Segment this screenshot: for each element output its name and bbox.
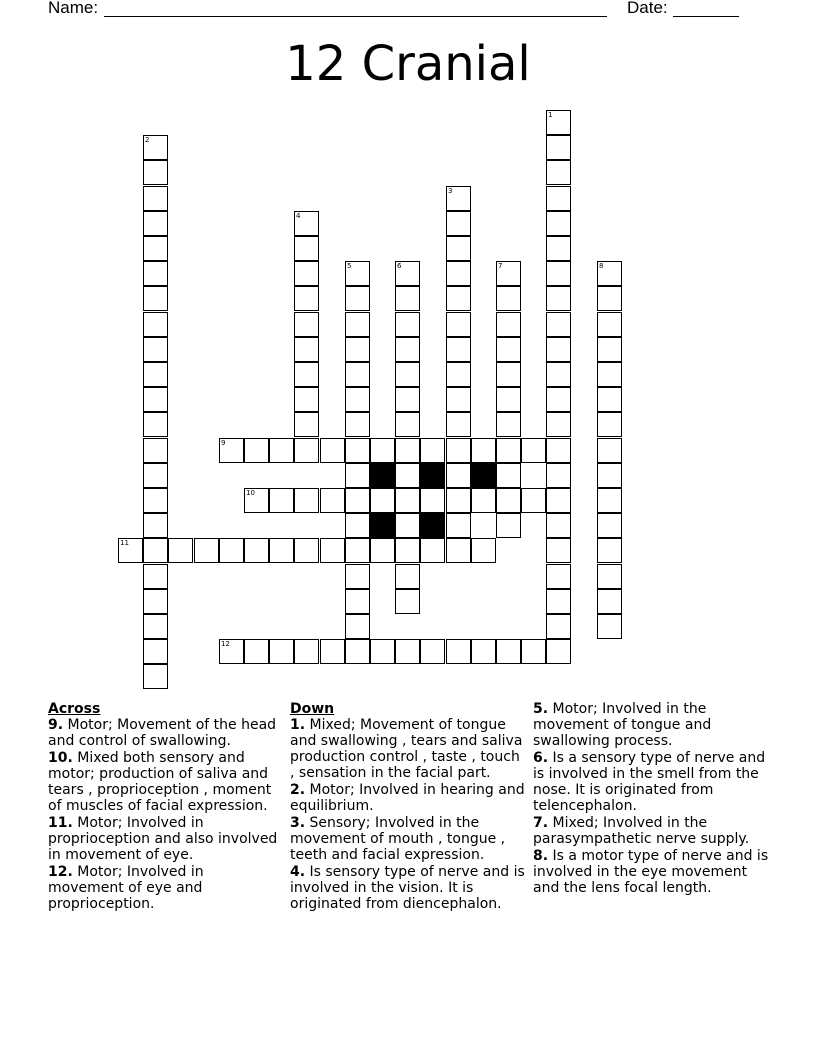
cell-number: 7 (498, 262, 503, 270)
crossword-cell[interactable] (244, 538, 269, 563)
crossword-cell[interactable] (294, 538, 319, 563)
clue-text: Is a motor type of nerve and is involved in the eye movement and the lens focal length. (533, 848, 769, 896)
crossword-cell[interactable] (546, 564, 571, 589)
crossword-cell[interactable] (244, 488, 269, 513)
clue-number: 8. (533, 848, 549, 864)
crossword-cell[interactable] (395, 538, 420, 563)
crossword-cell[interactable] (143, 488, 168, 513)
crossword-cell[interactable] (597, 261, 622, 286)
crossword-cell[interactable] (294, 211, 319, 236)
crossword-cell[interactable] (143, 312, 168, 337)
crossword-cell[interactable] (420, 488, 445, 513)
cell-number: 4 (296, 212, 301, 220)
clue-item (48, 815, 283, 863)
crossword-cell[interactable] (546, 362, 571, 387)
cell-number: 9 (221, 439, 226, 447)
crossword-cell[interactable] (168, 538, 193, 563)
crossword-cell[interactable] (446, 312, 471, 337)
crossword-cell[interactable] (370, 639, 395, 664)
crossword-cell[interactable] (597, 488, 622, 513)
crossword-cell[interactable] (496, 362, 521, 387)
crossword-cell[interactable] (395, 286, 420, 311)
crossword-cell[interactable] (395, 513, 420, 538)
crossword-cell[interactable] (320, 488, 345, 513)
cell-number: 3 (448, 187, 453, 195)
crossword-cell[interactable] (496, 513, 521, 538)
crossword-cell[interactable] (496, 488, 521, 513)
clue-item (290, 864, 525, 912)
crossword-cell[interactable] (345, 412, 370, 437)
crossword-cell[interactable] (546, 135, 571, 160)
crossword-cell[interactable] (597, 387, 622, 412)
clue-item (533, 848, 773, 896)
crossword-cell[interactable] (446, 488, 471, 513)
crossword-cell[interactable] (521, 639, 546, 664)
crossword-cell[interactable] (446, 236, 471, 261)
clue-number: 9. (48, 717, 64, 733)
cell-number: 12 (221, 640, 230, 648)
crossword-cell[interactable] (269, 438, 294, 463)
crossword-cell[interactable] (446, 211, 471, 236)
crossword-cell[interactable] (143, 513, 168, 538)
crossword-cell[interactable] (194, 538, 219, 563)
crossword-cell[interactable] (143, 463, 168, 488)
crossword-cell[interactable] (370, 488, 395, 513)
crossword-cell[interactable] (496, 261, 521, 286)
crossword-cell[interactable] (597, 412, 622, 437)
crossword-cell[interactable] (546, 438, 571, 463)
crossword-cell[interactable] (546, 639, 571, 664)
crossword-cell[interactable] (471, 538, 496, 563)
crossword-cell[interactable] (597, 589, 622, 614)
across-clues (48, 701, 283, 913)
blocked-cell (370, 463, 395, 488)
crossword-cell[interactable] (143, 664, 168, 689)
crossword-cell[interactable] (294, 438, 319, 463)
crossword-cell[interactable] (294, 387, 319, 412)
crossword-cell[interactable] (345, 387, 370, 412)
clue-item (533, 815, 773, 847)
date-label: Date: (627, 0, 668, 17)
crossword-cell[interactable] (471, 639, 496, 664)
crossword-cell[interactable] (446, 387, 471, 412)
crossword-cell[interactable] (546, 488, 571, 513)
crossword-cell[interactable] (496, 412, 521, 437)
crossword-cell[interactable] (420, 639, 445, 664)
crossword-cell[interactable] (269, 488, 294, 513)
crossword-cell[interactable] (446, 438, 471, 463)
crossword-cell[interactable] (269, 538, 294, 563)
clue-item (290, 782, 525, 814)
cell-number: 11 (120, 539, 129, 547)
blocked-cell (471, 463, 496, 488)
across-clue-list (48, 717, 283, 912)
clue-text: Mixed; Movement of tongue and swallowing , tears and saliva production control , taste , touch , sensation in the facial part. (290, 717, 523, 781)
crossword-cell[interactable] (345, 614, 370, 639)
crossword-cell[interactable] (294, 362, 319, 387)
crossword-cell[interactable] (370, 438, 395, 463)
crossword-cell[interactable] (395, 312, 420, 337)
crossword-cell[interactable] (143, 211, 168, 236)
clue-text: Is sensory type of nerve and is involved in the vision. It is originated from diencephalon. (290, 864, 525, 912)
crossword-cell[interactable] (496, 337, 521, 362)
cell-number: 6 (397, 262, 402, 270)
page-title: 12 Cranial (285, 36, 531, 92)
blocked-cell (420, 463, 445, 488)
crossword-cell[interactable] (395, 362, 420, 387)
crossword-cell[interactable] (546, 286, 571, 311)
crossword-cell[interactable] (345, 337, 370, 362)
crossword-cell[interactable] (143, 412, 168, 437)
crossword-cell[interactable] (143, 160, 168, 185)
crossword-cell[interactable] (446, 362, 471, 387)
crossword-cell[interactable] (143, 135, 168, 160)
crossword-cell[interactable] (496, 387, 521, 412)
crossword-cell[interactable] (143, 614, 168, 639)
crossword-cell[interactable] (496, 639, 521, 664)
crossword-cell[interactable] (143, 639, 168, 664)
clue-text: Motor; Involved in hearing and equilibrium. (290, 782, 525, 814)
clue-number: 10. (48, 750, 73, 766)
crossword-cell[interactable] (320, 438, 345, 463)
crossword-cell[interactable] (143, 261, 168, 286)
clue-number: 6. (533, 750, 549, 766)
crossword-cell[interactable] (496, 286, 521, 311)
clue-number: 2. (290, 782, 306, 798)
down-heading: Down (290, 701, 335, 717)
crossword-cell[interactable] (496, 463, 521, 488)
crossword-cell[interactable] (345, 261, 370, 286)
crossword-cell[interactable] (143, 589, 168, 614)
clue-item (290, 815, 525, 863)
crossword-cell[interactable] (320, 639, 345, 664)
crossword-cell[interactable] (294, 412, 319, 437)
crossword-cell[interactable] (345, 312, 370, 337)
down-clue-list-continued (533, 701, 773, 896)
crossword-cell[interactable] (370, 538, 395, 563)
crossword-cell[interactable] (395, 261, 420, 286)
crossword-cell[interactable] (496, 312, 521, 337)
crossword-cell[interactable] (546, 538, 571, 563)
crossword-cell[interactable] (446, 538, 471, 563)
crossword-cell[interactable] (294, 639, 319, 664)
crossword-cell[interactable] (446, 412, 471, 437)
crossword-cell[interactable] (420, 538, 445, 563)
crossword-cell[interactable] (395, 438, 420, 463)
crossword-cell[interactable] (446, 639, 471, 664)
crossword-cell[interactable] (597, 337, 622, 362)
crossword-cell[interactable] (345, 564, 370, 589)
crossword-cell[interactable] (294, 337, 319, 362)
crossword-cell[interactable] (395, 337, 420, 362)
crossword-cell[interactable] (546, 186, 571, 211)
cell-number: 2 (145, 136, 150, 144)
clue-text: Mixed; Involved in the parasympathetic nerve supply. (533, 815, 750, 847)
crossword-cell[interactable] (546, 513, 571, 538)
clue-item (48, 717, 283, 749)
clue-text: Motor; Involved in the movement of tongue and swallowing process. (533, 701, 712, 749)
clue-item (533, 701, 773, 749)
clue-number: 12. (48, 864, 73, 880)
crossword-cell[interactable] (546, 614, 571, 639)
crossword-cell[interactable] (597, 438, 622, 463)
clue-number: 3. (290, 815, 306, 831)
crossword-cell[interactable] (143, 286, 168, 311)
crossword-cell[interactable] (521, 438, 546, 463)
crossword-cell[interactable] (597, 312, 622, 337)
crossword-cell[interactable] (395, 488, 420, 513)
crossword-cell[interactable] (294, 261, 319, 286)
blocked-cell (370, 513, 395, 538)
crossword-cell[interactable] (118, 538, 143, 563)
clue-number: 11. (48, 815, 73, 831)
clue-item (48, 750, 283, 814)
crossword-cell[interactable] (546, 261, 571, 286)
cell-number: 5 (347, 262, 352, 270)
crossword-cell[interactable] (597, 286, 622, 311)
crossword-cell[interactable] (446, 286, 471, 311)
clue-number: 1. (290, 717, 306, 733)
crossword-cell[interactable] (395, 639, 420, 664)
clue-text: Motor; Involved in proprioception and also involved in movement of eye. (48, 815, 278, 863)
crossword-cell[interactable] (294, 312, 319, 337)
crossword-cell[interactable] (521, 488, 546, 513)
crossword-cell[interactable] (546, 312, 571, 337)
crossword-cell[interactable] (345, 538, 370, 563)
crossword-cell[interactable] (420, 438, 445, 463)
crossword-cell[interactable] (143, 538, 168, 563)
crossword-cell[interactable] (546, 236, 571, 261)
crossword-cell[interactable] (320, 538, 345, 563)
crossword-cell[interactable] (143, 362, 168, 387)
crossword-cell[interactable] (219, 438, 244, 463)
clue-text: Motor; Movement of the head and control of swallowing. (48, 717, 277, 749)
crossword-cell[interactable] (345, 488, 370, 513)
clue-number: 5. (533, 701, 549, 717)
crossword-cell[interactable] (345, 438, 370, 463)
crossword-cell[interactable] (546, 463, 571, 488)
crossword-cell[interactable] (395, 589, 420, 614)
crossword-cell[interactable] (143, 387, 168, 412)
crossword-cell[interactable] (597, 614, 622, 639)
across-heading: Across (48, 701, 101, 717)
crossword-cell[interactable] (446, 337, 471, 362)
crossword-cell[interactable] (546, 160, 571, 185)
crossword-cell[interactable] (597, 564, 622, 589)
down-clues-continued (533, 701, 773, 897)
crossword-cell[interactable] (471, 488, 496, 513)
crossword-cell[interactable] (395, 463, 420, 488)
cell-number: 1 (548, 111, 553, 119)
crossword-cell[interactable] (546, 387, 571, 412)
crossword-cell[interactable] (345, 513, 370, 538)
down-clue-list (290, 717, 525, 912)
crossword-cell[interactable] (294, 286, 319, 311)
crossword-cell[interactable] (345, 286, 370, 311)
clue-text: Sensory; Involved in the movement of mouth , tongue , teeth and facial expression. (290, 815, 506, 863)
cell-number: 10 (246, 489, 255, 497)
crossword-cell[interactable] (546, 110, 571, 135)
crossword-cell[interactable] (294, 488, 319, 513)
crossword-cell[interactable] (446, 513, 471, 538)
crossword-cell[interactable] (143, 236, 168, 261)
crossword-cell[interactable] (597, 463, 622, 488)
clue-text: Mixed both sensory and motor; production of saliva and tears , proprioception , moment of muscles of facial expression. (48, 750, 272, 814)
clue-text: Is a sensory type of nerve and is involved in the smell from the nose. It is originated from telencephalon. (533, 750, 766, 814)
crossword-cell[interactable] (219, 538, 244, 563)
crossword-cell[interactable] (269, 639, 294, 664)
crossword-cell[interactable] (395, 564, 420, 589)
crossword-cell[interactable] (345, 463, 370, 488)
clue-text: Motor; Involved in movement of eye and proprioception. (48, 864, 204, 912)
crossword-cell[interactable] (446, 186, 471, 211)
crossword-cell[interactable] (546, 412, 571, 437)
crossword-cell[interactable] (546, 589, 571, 614)
crossword-cell[interactable] (143, 337, 168, 362)
crossword-cell[interactable] (597, 362, 622, 387)
cell-number: 8 (599, 262, 604, 270)
crossword-cell[interactable] (345, 589, 370, 614)
clue-item (48, 864, 283, 912)
crossword-cell[interactable] (345, 639, 370, 664)
clue-number: 7. (533, 815, 549, 831)
crossword-cell[interactable] (446, 261, 471, 286)
name-label: Name: (48, 0, 99, 17)
clue-item (533, 750, 773, 814)
crossword-cell[interactable] (496, 438, 521, 463)
crossword-cell[interactable] (219, 639, 244, 664)
crossword-cell[interactable] (143, 564, 168, 589)
crossword-cell[interactable] (471, 438, 496, 463)
crossword-cell[interactable] (597, 538, 622, 563)
crossword-cell[interactable] (244, 438, 269, 463)
crossword-cell[interactable] (546, 337, 571, 362)
crossword-cell[interactable] (244, 639, 269, 664)
clue-item (290, 717, 525, 781)
crossword-cell[interactable] (143, 438, 168, 463)
crossword-cell[interactable] (395, 387, 420, 412)
crossword-cell[interactable] (546, 211, 571, 236)
crossword-cell[interactable] (143, 186, 168, 211)
crossword-cell[interactable] (446, 463, 471, 488)
crossword-cell[interactable] (597, 513, 622, 538)
crossword-cell[interactable] (395, 412, 420, 437)
down-clues (290, 701, 525, 913)
crossword-cell[interactable] (345, 362, 370, 387)
blocked-cell (420, 513, 445, 538)
crossword-cell[interactable] (294, 236, 319, 261)
clue-number: 4. (290, 864, 306, 880)
